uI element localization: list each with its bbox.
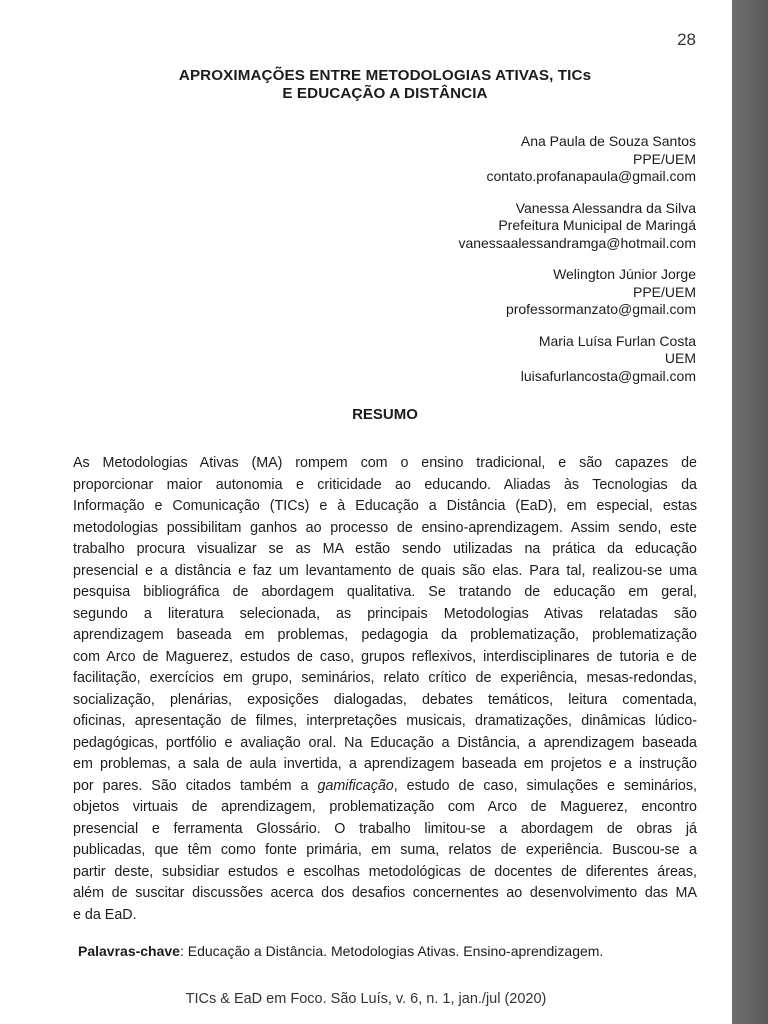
abstract-line: pesquisa bibliográfica de abordagem qualitativa. Se tratando de educação em geral, — [73, 584, 697, 600]
abstract-line: proporcionar maior autonomia e criticidade ao educando. Aliadas às Tecnologias da — [73, 476, 697, 493]
abstract-line: aprendizagem baseada em problemas, pedagogia da problematização, problematização — [73, 627, 697, 643]
abstract-line: pedagógicas, portfólio e avaliação oral. Na Educação a Distância, a aprendizagem baseada — [73, 734, 697, 751]
abstract-line: facilitação, exercícios em grupo, seminários, relato crítico de experiência, mesas-redondas, — [73, 670, 697, 686]
abstract-line: metodologias possibilitam ganhos ao processo de ensino-aprendizagem. Assim sendo, este — [73, 519, 697, 536]
abstract-line: socialização, plenárias, exposições dialogadas, debates temáticos, leitura comentada, — [73, 691, 697, 708]
abstract-line: trabalho procura visualizar se as MA estão sendo utilizadas na prática da educação — [73, 541, 697, 557]
author-email: professormanzato@gmail.com — [505, 301, 696, 317]
author-block — [276, 266, 696, 319]
abstract-line-head: por pares. São citados também a — [73, 777, 318, 794]
author-name: Ana Paula de Souza Santos — [520, 133, 696, 149]
abstract-italic-term: gamificação — [317, 777, 394, 794]
author-block — [276, 200, 696, 253]
title-line-1: APROXIMAÇÕES ENTRE METODOLOGIAS ATIVAS, TICs — [178, 67, 592, 84]
author-email: contato.profanapaula@gmail.com — [486, 168, 696, 184]
abstract-line-mixed — [73, 776, 697, 798]
keywords — [78, 942, 698, 960]
title-line-2: E EDUCAÇÃO A DISTÂNCIA — [282, 85, 488, 102]
abstract-line: em problemas, a sala de aula invertida, a aprendizagem baseada em projetos e a instrução — [73, 756, 697, 772]
abstract-line: As Metodologias Ativas (MA) rompem com o ensino tradicional, e são capazes de — [73, 455, 697, 471]
abstract-line: presencial e a distância e faz um levantamento de quais são elas. Para tal, realizou-se uma — [73, 562, 697, 579]
author-block — [276, 133, 696, 186]
author-name: Welington Júnior Jorge — [553, 266, 696, 282]
author-block — [276, 333, 696, 386]
keywords-label: Palavras-chave — [78, 943, 180, 959]
author-affiliation: UEM — [664, 350, 696, 366]
author-list — [276, 133, 696, 399]
abstract-line: segundo a literatura selecionada, as principais Metodologias Ativas relatadas são — [73, 605, 697, 622]
paper-title — [60, 67, 710, 103]
author-affiliation: PPE/UEM — [632, 150, 696, 167]
abstract-line: partir deste, subsidiar estudos e escolhas metodológicas de docentes de diferentes áreas, — [73, 863, 697, 880]
page-edge-bar — [732, 0, 768, 1024]
abstract-heading: RESUMO — [352, 406, 418, 423]
abstract-line: além de suscitar discussões acerca dos desafios concernentes ao desenvolvimento das MA — [73, 885, 697, 901]
abstract-line: Informação e Comunicação (TICs) e à Educação a Distância (EaD), em especial, estas — [73, 498, 697, 514]
keywords-text: : Educação a Distância. Metodologias Ativas. Ensino-aprendizagem. — [179, 943, 604, 959]
abstract-line-tail: , estudo de caso, simulações e seminários, — [393, 777, 697, 794]
author-name: Maria Luísa Furlan Costa — [538, 332, 696, 349]
abstract-line: oficinas, apresentação de filmes, interpretações musicais, dramatizações, dinâmicas lúdico- — [73, 713, 697, 729]
author-affiliation: PPE/UEM — [632, 283, 696, 300]
page-footer: TICs & EaD em Foco. São Luís, v. 6, n. 1, jan./jul (2020) — [185, 991, 547, 1007]
author-affiliation: Prefeitura Municipal de Maringá — [498, 217, 696, 233]
abstract-line: com Arco de Maguerez, estudos de caso, grupos reflexivos, interdisciplinares de tutoria e de — [73, 648, 697, 665]
author-email: vanessaalessandramga@hotmail.com — [458, 234, 696, 251]
author-name: Vanessa Alessandra da Silva — [515, 199, 696, 216]
page-number: 28 — [677, 30, 696, 49]
abstract-line: e da EaD. — [73, 906, 137, 923]
abstract-line: objetos virtuais de aprendizagem, problematização com Arco de Maguerez, encontro — [73, 799, 697, 815]
abstract-body — [73, 453, 697, 926]
abstract-line: publicadas, que têm como fonte primária, em suma, relatos de experiência. Buscou-se a — [73, 842, 697, 858]
author-email: luisafurlancosta@gmail.com — [520, 367, 696, 384]
abstract-line: presencial e ferramenta Glossário. O trabalho limitou-se a abordagem de obras já — [73, 820, 697, 837]
